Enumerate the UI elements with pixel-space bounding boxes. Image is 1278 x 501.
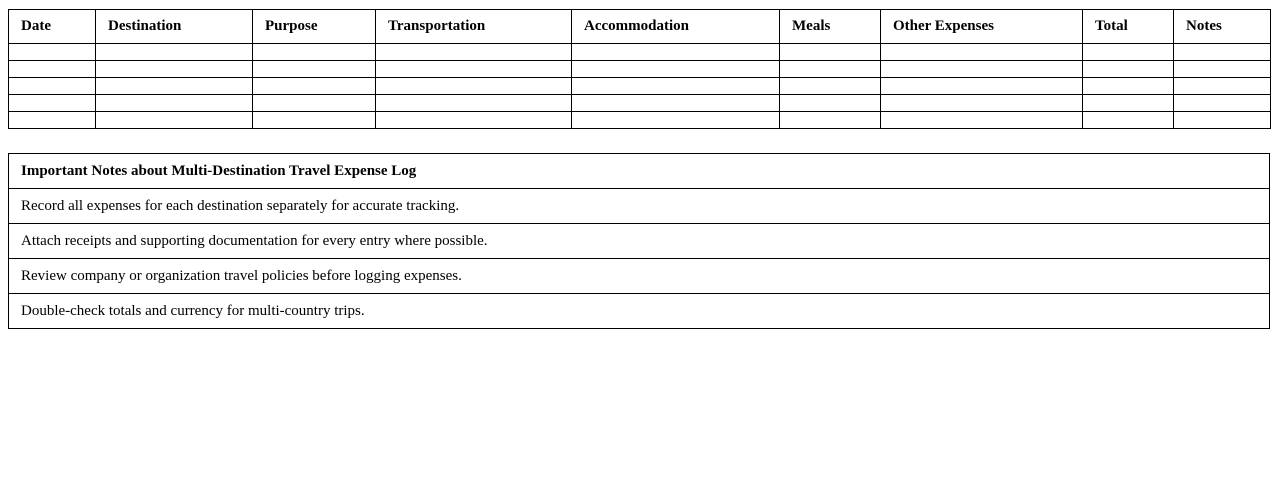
expense-log-body bbox=[9, 44, 1271, 129]
table-cell bbox=[881, 78, 1083, 95]
table-cell bbox=[253, 78, 376, 95]
table-cell bbox=[96, 112, 253, 129]
list-item bbox=[9, 259, 1270, 294]
table-cell bbox=[1174, 112, 1271, 129]
table-row bbox=[9, 78, 1271, 95]
table-cell bbox=[96, 61, 253, 78]
table-cell bbox=[572, 78, 780, 95]
table-cell bbox=[376, 95, 572, 112]
notes-heading: Important Notes about Multi-Destination Travel Expense Log bbox=[9, 154, 1270, 189]
table-cell bbox=[1083, 44, 1174, 61]
table-cell bbox=[1174, 78, 1271, 95]
table-cell bbox=[881, 44, 1083, 61]
table-cell bbox=[572, 44, 780, 61]
column-header-total: Total bbox=[1083, 10, 1174, 44]
table-cell bbox=[9, 61, 96, 78]
note-text: Double-check totals and currency for multi-country trips. bbox=[9, 294, 1270, 329]
important-notes-table bbox=[8, 153, 1270, 329]
table-cell bbox=[1083, 95, 1174, 112]
expense-log-table bbox=[8, 9, 1271, 129]
table-cell bbox=[96, 44, 253, 61]
table-cell bbox=[96, 95, 253, 112]
table-cell bbox=[1083, 78, 1174, 95]
table-row bbox=[9, 44, 1271, 61]
list-item bbox=[9, 224, 1270, 259]
table-cell bbox=[1083, 112, 1174, 129]
table-cell bbox=[572, 95, 780, 112]
note-text: Attach receipts and supporting documentation for every entry where possible. bbox=[9, 224, 1270, 259]
table-cell bbox=[9, 112, 96, 129]
note-text: Review company or organization travel policies before logging expenses. bbox=[9, 259, 1270, 294]
table-cell bbox=[9, 78, 96, 95]
table-row bbox=[9, 61, 1271, 78]
table-cell bbox=[881, 112, 1083, 129]
table-cell bbox=[881, 61, 1083, 78]
table-cell bbox=[253, 44, 376, 61]
expense-log-header bbox=[9, 10, 1271, 44]
table-cell bbox=[253, 61, 376, 78]
list-item bbox=[9, 294, 1270, 329]
table-cell bbox=[9, 95, 96, 112]
table-cell bbox=[376, 112, 572, 129]
table-cell bbox=[780, 44, 881, 61]
table-cell bbox=[253, 95, 376, 112]
table-cell bbox=[780, 61, 881, 78]
note-text: Record all expenses for each destination separately for accurate tracking. bbox=[9, 189, 1270, 224]
table-cell bbox=[96, 78, 253, 95]
table-cell bbox=[881, 95, 1083, 112]
column-header-date: Date bbox=[9, 10, 96, 44]
table-cell bbox=[1174, 95, 1271, 112]
column-header-accommodation: Accommodation bbox=[572, 10, 780, 44]
table-cell bbox=[376, 44, 572, 61]
column-header-meals: Meals bbox=[780, 10, 881, 44]
table-cell bbox=[376, 61, 572, 78]
column-header-notes: Notes bbox=[1174, 10, 1271, 44]
list-item bbox=[9, 189, 1270, 224]
column-header-purpose: Purpose bbox=[253, 10, 376, 44]
table-cell bbox=[9, 44, 96, 61]
table-cell bbox=[376, 78, 572, 95]
table-cell bbox=[1083, 61, 1174, 78]
column-header-transportation: Transportation bbox=[376, 10, 572, 44]
column-header-other-expenses: Other Expenses bbox=[881, 10, 1083, 44]
page-content bbox=[8, 9, 1270, 329]
table-cell bbox=[572, 112, 780, 129]
table-cell bbox=[780, 78, 881, 95]
table-cell bbox=[780, 112, 881, 129]
column-header-destination: Destination bbox=[96, 10, 253, 44]
table-cell bbox=[1174, 61, 1271, 78]
table-cell bbox=[780, 95, 881, 112]
table-row bbox=[9, 112, 1271, 129]
table-cell bbox=[253, 112, 376, 129]
notes-heading-row bbox=[9, 154, 1270, 189]
header-row bbox=[9, 10, 1271, 44]
table-row bbox=[9, 95, 1271, 112]
table-cell bbox=[1174, 44, 1271, 61]
table-cell bbox=[572, 61, 780, 78]
